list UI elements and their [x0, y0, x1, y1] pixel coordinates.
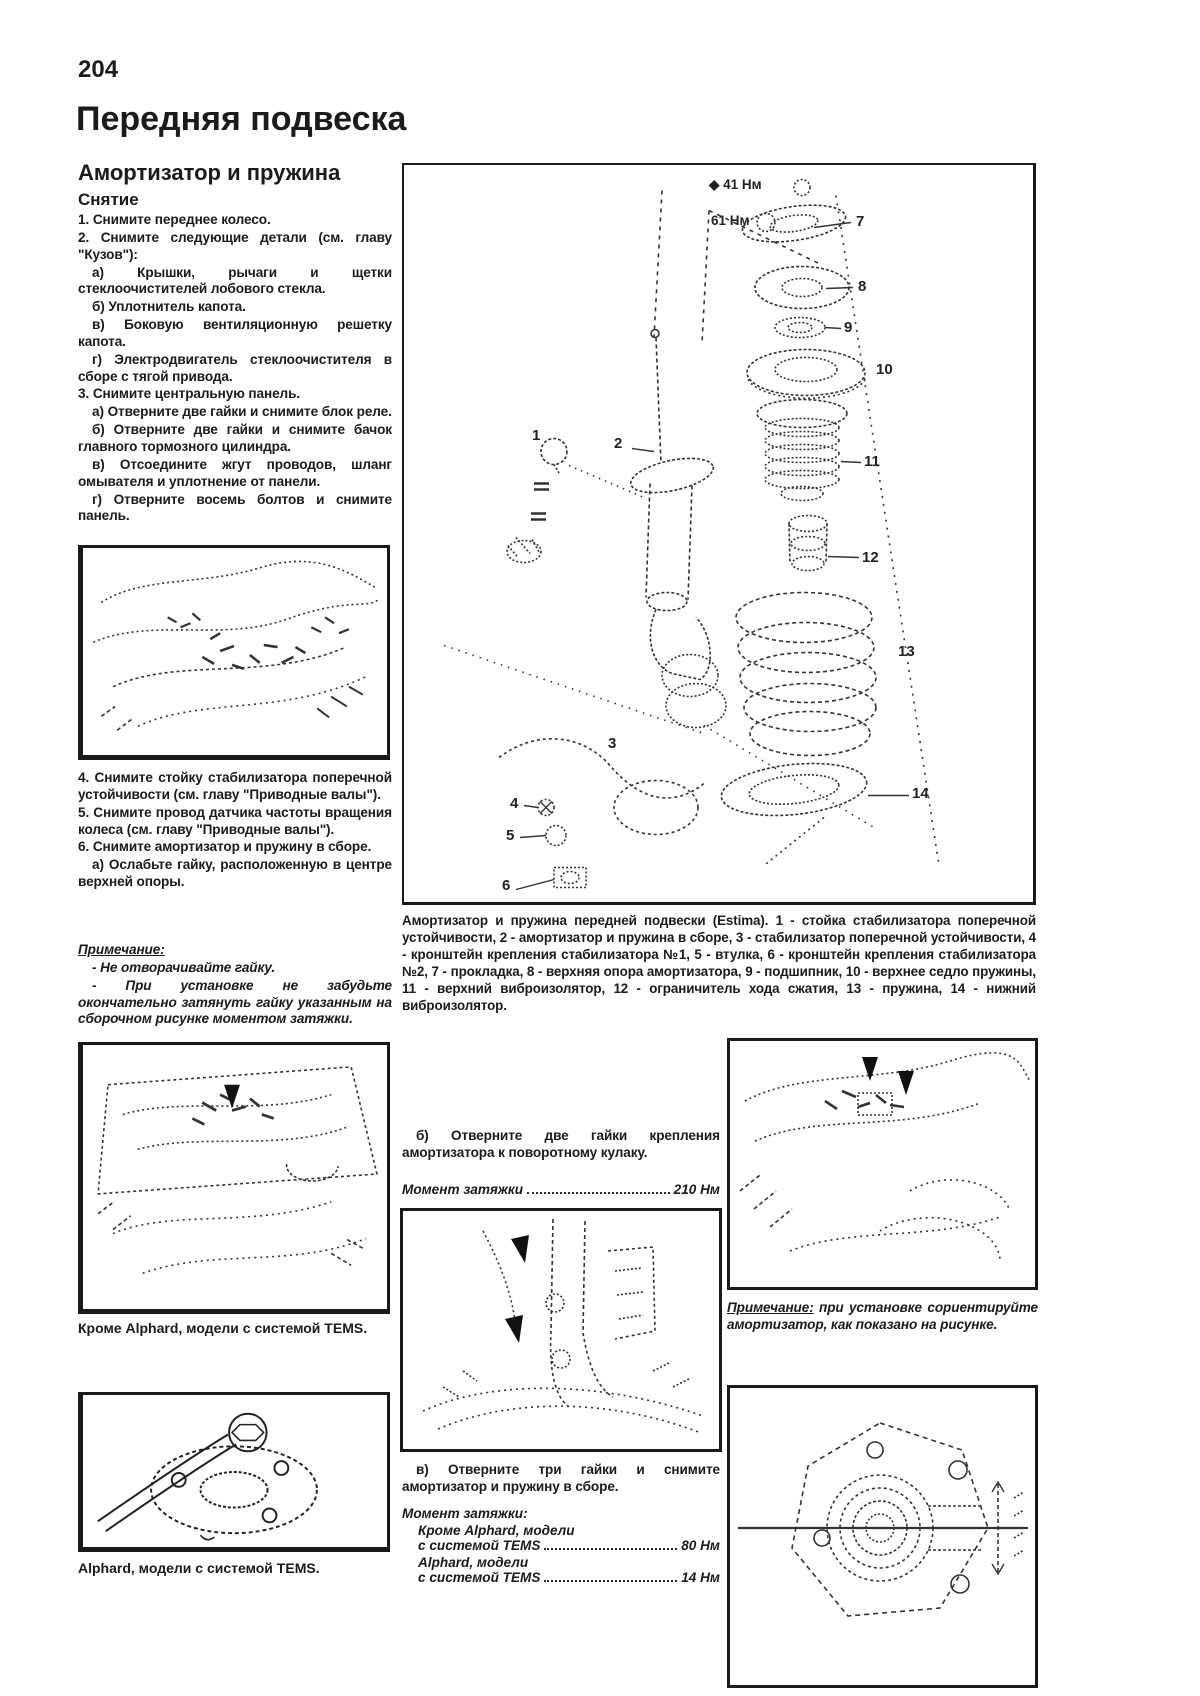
- pointer-arrow-lower: [505, 1315, 523, 1343]
- part-label-8: 8: [858, 278, 867, 295]
- dotted-leader: [527, 1192, 670, 1194]
- step: 2. Снимите следующие детали (см. главу "Кузов"):: [78, 229, 392, 262]
- exploded-view-illustration: [404, 165, 1033, 902]
- underhood-illustration: [83, 1045, 387, 1309]
- wrench-on-strut-illustration: [83, 1395, 387, 1547]
- torque-label: Момент затяжки: [402, 1182, 524, 1197]
- note-label: Примечание:: [78, 942, 165, 957]
- torque-system-2: с системой TEMS: [418, 1570, 541, 1585]
- figure-flange-orientation: [727, 1385, 1038, 1688]
- step: б) Отверните две гайки и снимите бачок главного тормозного цилиндра.: [78, 422, 392, 454]
- torque-row-1: [402, 1538, 720, 1553]
- figure-strut-knuckle: [400, 1208, 722, 1452]
- part-label-10: 10: [876, 361, 893, 378]
- torque-spec-210: [402, 1182, 720, 1197]
- figure-caption-tems-other: Кроме Alphard, модели с системой TEMS.: [78, 1320, 368, 1336]
- underhood-arrows-illustration: [730, 1041, 1035, 1287]
- torque-value-2: 14 Нм: [681, 1570, 720, 1585]
- torque-model-2: Alphard, модели: [418, 1555, 529, 1570]
- note-text: при установке сориентируйте амортизатор, как показано на рисунке.: [727, 1300, 1038, 1332]
- part-label-11: 11: [864, 453, 880, 470]
- strut-knuckle-illustration: [403, 1211, 719, 1449]
- figure-orientation-underhood: [727, 1038, 1038, 1290]
- step: 6. Снимите амортизатор и пружину в сборе.: [78, 839, 372, 855]
- note-item: - Не отворачивайте гайку.: [92, 959, 276, 975]
- step: в) Боковую вентиляционную решетку капота.: [78, 317, 392, 349]
- torque-system-1: с системой TEMS: [418, 1538, 541, 1553]
- part-label-4: 4: [510, 795, 519, 812]
- diagram-torque-41: ◆ 41 Нм: [709, 177, 762, 192]
- part-label-2: 2: [614, 435, 623, 452]
- figure-tems-alphard: [78, 1392, 390, 1552]
- note-item: - При установке не забудьте окончательно затянуть гайку указанным на сборочном рисунке моментом затяжки.: [78, 977, 392, 1027]
- page-number: 204: [78, 56, 119, 83]
- part-label-14: 14: [912, 785, 929, 802]
- step: 4. Снимите стойку стабилизатора поперечной устойчивости (см. главу "Приводные валы").: [78, 770, 392, 802]
- figure-exploded-diagram: [402, 163, 1036, 905]
- part-label-12: 12: [862, 549, 879, 566]
- pointer-arrow-right: [898, 1071, 914, 1095]
- step-text: б) Отверните две гайки крепления амортизатора к поворотному кулаку.: [402, 1128, 720, 1160]
- step: б) Уплотнитель капота.: [92, 299, 246, 315]
- part-label-5: 5: [506, 827, 515, 844]
- note-block: [78, 942, 392, 1029]
- part-label-9: 9: [844, 319, 853, 336]
- step: г) Электродвигатель стеклоочистителя в сборе с тягой привода.: [78, 351, 392, 384]
- diagram-caption: Амортизатор и пружина передней подвески (Estima). 1 - стойка стабилизатора поперечной устойчивости, 2 - амортизатор и пружина в сборе, 3 - стабилизатор поперечной устойчивости, 4 - кронштейн крепления стабилизатора №1, 5 - втулка, 6 - кронштейн крепления стабилизатора №2, 7 - прокладка, 8 - верхняя опора амортизатора, 9 - подшипник, 10 - верхнее седло пружины, 11 - верхний виброизолятор, 12 - ограничитель хода сжатия, 13 - пружина, 14 - нижний виброизолятор.: [402, 913, 1036, 1013]
- step: а) Отверните две гайки и снимите блок реле.: [92, 404, 392, 420]
- step-v-remove: [402, 1462, 720, 1497]
- diagram-torque-61: 61 Нм: [711, 213, 750, 228]
- figure-engine-bay-overview: [78, 545, 390, 760]
- torque-row-2: [402, 1570, 720, 1585]
- dotted-leader: [544, 1548, 677, 1550]
- orientation-note: [727, 1300, 1038, 1335]
- step: 3. Снимите центральную панель.: [78, 386, 301, 402]
- pointer-arrow-left: [862, 1057, 878, 1081]
- torque-value: 210 Нм: [673, 1182, 720, 1197]
- section-title: Амортизатор и пружина: [78, 160, 341, 185]
- note-label: Примечание:: [727, 1300, 814, 1315]
- step-text: в) Отверните три гайки и снимите амортизатор и пружину в сборе.: [402, 1462, 720, 1494]
- step: 5. Снимите провод датчика частоты вращения колеса (см. главу "Приводные валы").: [78, 804, 392, 837]
- dotted-leader: [544, 1580, 677, 1582]
- part-label-3: 3: [608, 735, 617, 752]
- figure-tems-other-models: [78, 1042, 390, 1314]
- figure-caption-tems-alphard: Alphard, модели с системой TEMS.: [78, 1560, 320, 1576]
- pointer-arrow-upper: [511, 1235, 529, 1263]
- removal-steps-1-3: [78, 212, 392, 526]
- step: а) Крышки, рычаги и щетки стеклоочистителей лобового стекла.: [78, 264, 392, 297]
- subsection-removal: Снятие: [78, 190, 139, 209]
- torque-value-1: 80 Нм: [681, 1538, 720, 1553]
- torque-spec-table: [402, 1506, 720, 1585]
- engine-bay-illustration: [83, 548, 387, 755]
- part-label-1: 1: [532, 427, 541, 444]
- page-title: Передняя подвеска: [76, 100, 407, 138]
- removal-steps-4-6: [78, 770, 392, 892]
- step: в) Отсоедините жгут проводов, шланг омывателя и уплотнение от панели.: [78, 456, 392, 489]
- part-label-6: 6: [502, 877, 511, 894]
- part-label-7: 7: [856, 213, 865, 230]
- torque-model-1: Кроме Alphard, модели: [418, 1523, 575, 1538]
- part-label-13: 13: [898, 643, 915, 660]
- step: 1. Снимите переднее колесо.: [78, 212, 271, 227]
- step: а) Ослабьте гайку, расположенную в центре верхней опоры.: [78, 857, 392, 890]
- step: г) Отверните восемь болтов и снимите панель.: [78, 491, 392, 524]
- step-b-knuckle: [402, 1128, 720, 1163]
- flange-orientation-illustration: [730, 1388, 1035, 1685]
- torques-heading: Момент затяжки:: [402, 1506, 528, 1521]
